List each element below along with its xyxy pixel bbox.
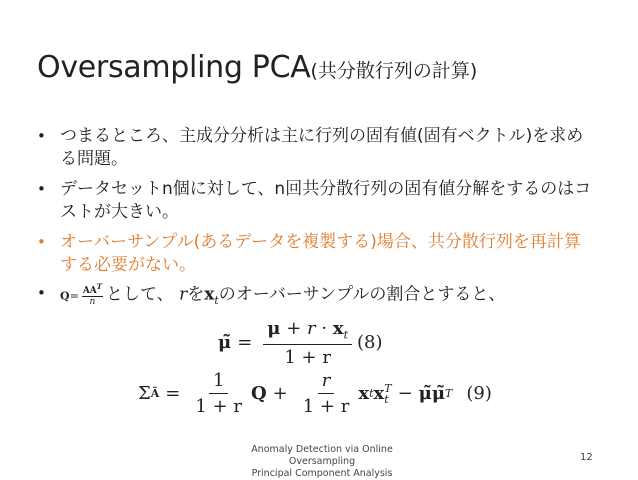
equals-sign: = bbox=[165, 383, 181, 404]
page-number: 12 bbox=[580, 452, 593, 463]
fraction-numerator: r bbox=[318, 370, 335, 394]
a-tilde-subscript: Ã bbox=[150, 387, 160, 400]
bullet-text-part: のオーバーサンプルの割合とすると、 bbox=[218, 284, 506, 305]
slide-title-main: Oversampling PCA bbox=[37, 50, 311, 85]
equation-9: Σ Ã = $\frac{1}{1 + r}$ Q + $\frac{r}{1 + r}$ x t x T t − μ̃μ̃ T (9) bbox=[138, 370, 492, 417]
transpose-superscript: T bbox=[96, 282, 102, 291]
bullet-text-part: を bbox=[187, 284, 205, 305]
equals-sign: = bbox=[237, 332, 253, 354]
slide-footer bbox=[222, 444, 422, 480]
mu-tilde-product: μ̃μ̃ bbox=[418, 383, 446, 404]
bullet-text bbox=[60, 282, 597, 312]
equation-number: (8) bbox=[357, 332, 383, 354]
slide-title-sub: (共分散行列の計算) bbox=[310, 60, 478, 82]
t-subscript: t bbox=[384, 392, 389, 406]
fraction-numerator: $\mu + r \cdot x_t$ bbox=[263, 318, 352, 345]
fraction-denominator: n bbox=[89, 297, 96, 307]
bullet-marker: • bbox=[37, 233, 46, 251]
bullet-marker: • bbox=[37, 127, 46, 145]
mu-tilde: μ̃ bbox=[218, 332, 232, 354]
x-variable: x bbox=[358, 383, 370, 404]
bullet-text: データセットn個に対して、n回共分散行列の固有値分解をするのはコストが大きい。 bbox=[60, 179, 592, 222]
equation-8-fraction bbox=[263, 318, 352, 368]
transpose-superscript: T bbox=[384, 381, 392, 395]
fraction-denominator: 1 + r bbox=[302, 396, 350, 417]
q-symbol: Q bbox=[250, 383, 267, 404]
bullet-item bbox=[37, 125, 597, 171]
equation-number: (9) bbox=[466, 383, 492, 404]
equals-sign: = bbox=[69, 289, 79, 303]
q-symbol: Q bbox=[60, 289, 70, 303]
transpose-superscript: T bbox=[445, 387, 453, 400]
one-over-1-plus-r bbox=[191, 370, 246, 417]
bullet-item-definition bbox=[37, 282, 597, 312]
equation-8 bbox=[218, 318, 383, 368]
bullet-item bbox=[37, 178, 597, 224]
x-variable: x bbox=[204, 284, 215, 305]
footer-line: Anomaly Detection via Online Oversampling bbox=[251, 444, 393, 467]
r-over-1-plus-r bbox=[299, 370, 354, 417]
bullet-text: つまるところ、主成分分析は主に行列の固有値(固有ベクトル)を求める問題。 bbox=[60, 126, 584, 169]
fraction-denominator: 1 + r bbox=[195, 396, 242, 417]
minus-sign: − bbox=[397, 383, 413, 404]
fraction-denominator: 1 + r bbox=[284, 346, 331, 368]
sigma-symbol: Σ bbox=[138, 383, 151, 404]
bullet-text: オーバーサンプル(あるデータを複製する)場合、共分散行列を再計算する必要がない。 bbox=[60, 232, 581, 275]
aa-over-n-fraction bbox=[82, 282, 103, 307]
fraction-numerator: AA bbox=[82, 286, 97, 296]
bullet-marker: • bbox=[37, 284, 46, 302]
slide-title bbox=[37, 50, 477, 85]
fraction-numerator: 1 bbox=[209, 370, 228, 394]
r-variable: r bbox=[179, 284, 188, 305]
x-variable-transposed: x bbox=[373, 383, 385, 404]
bullet-item-highlighted bbox=[37, 231, 597, 277]
plus-sign: + bbox=[272, 383, 288, 404]
footer-line: Principal Component Analysis bbox=[251, 468, 393, 479]
bullet-marker: • bbox=[37, 180, 46, 198]
t-subscript: t bbox=[214, 293, 219, 307]
bullet-text-part: として、 bbox=[106, 284, 174, 305]
